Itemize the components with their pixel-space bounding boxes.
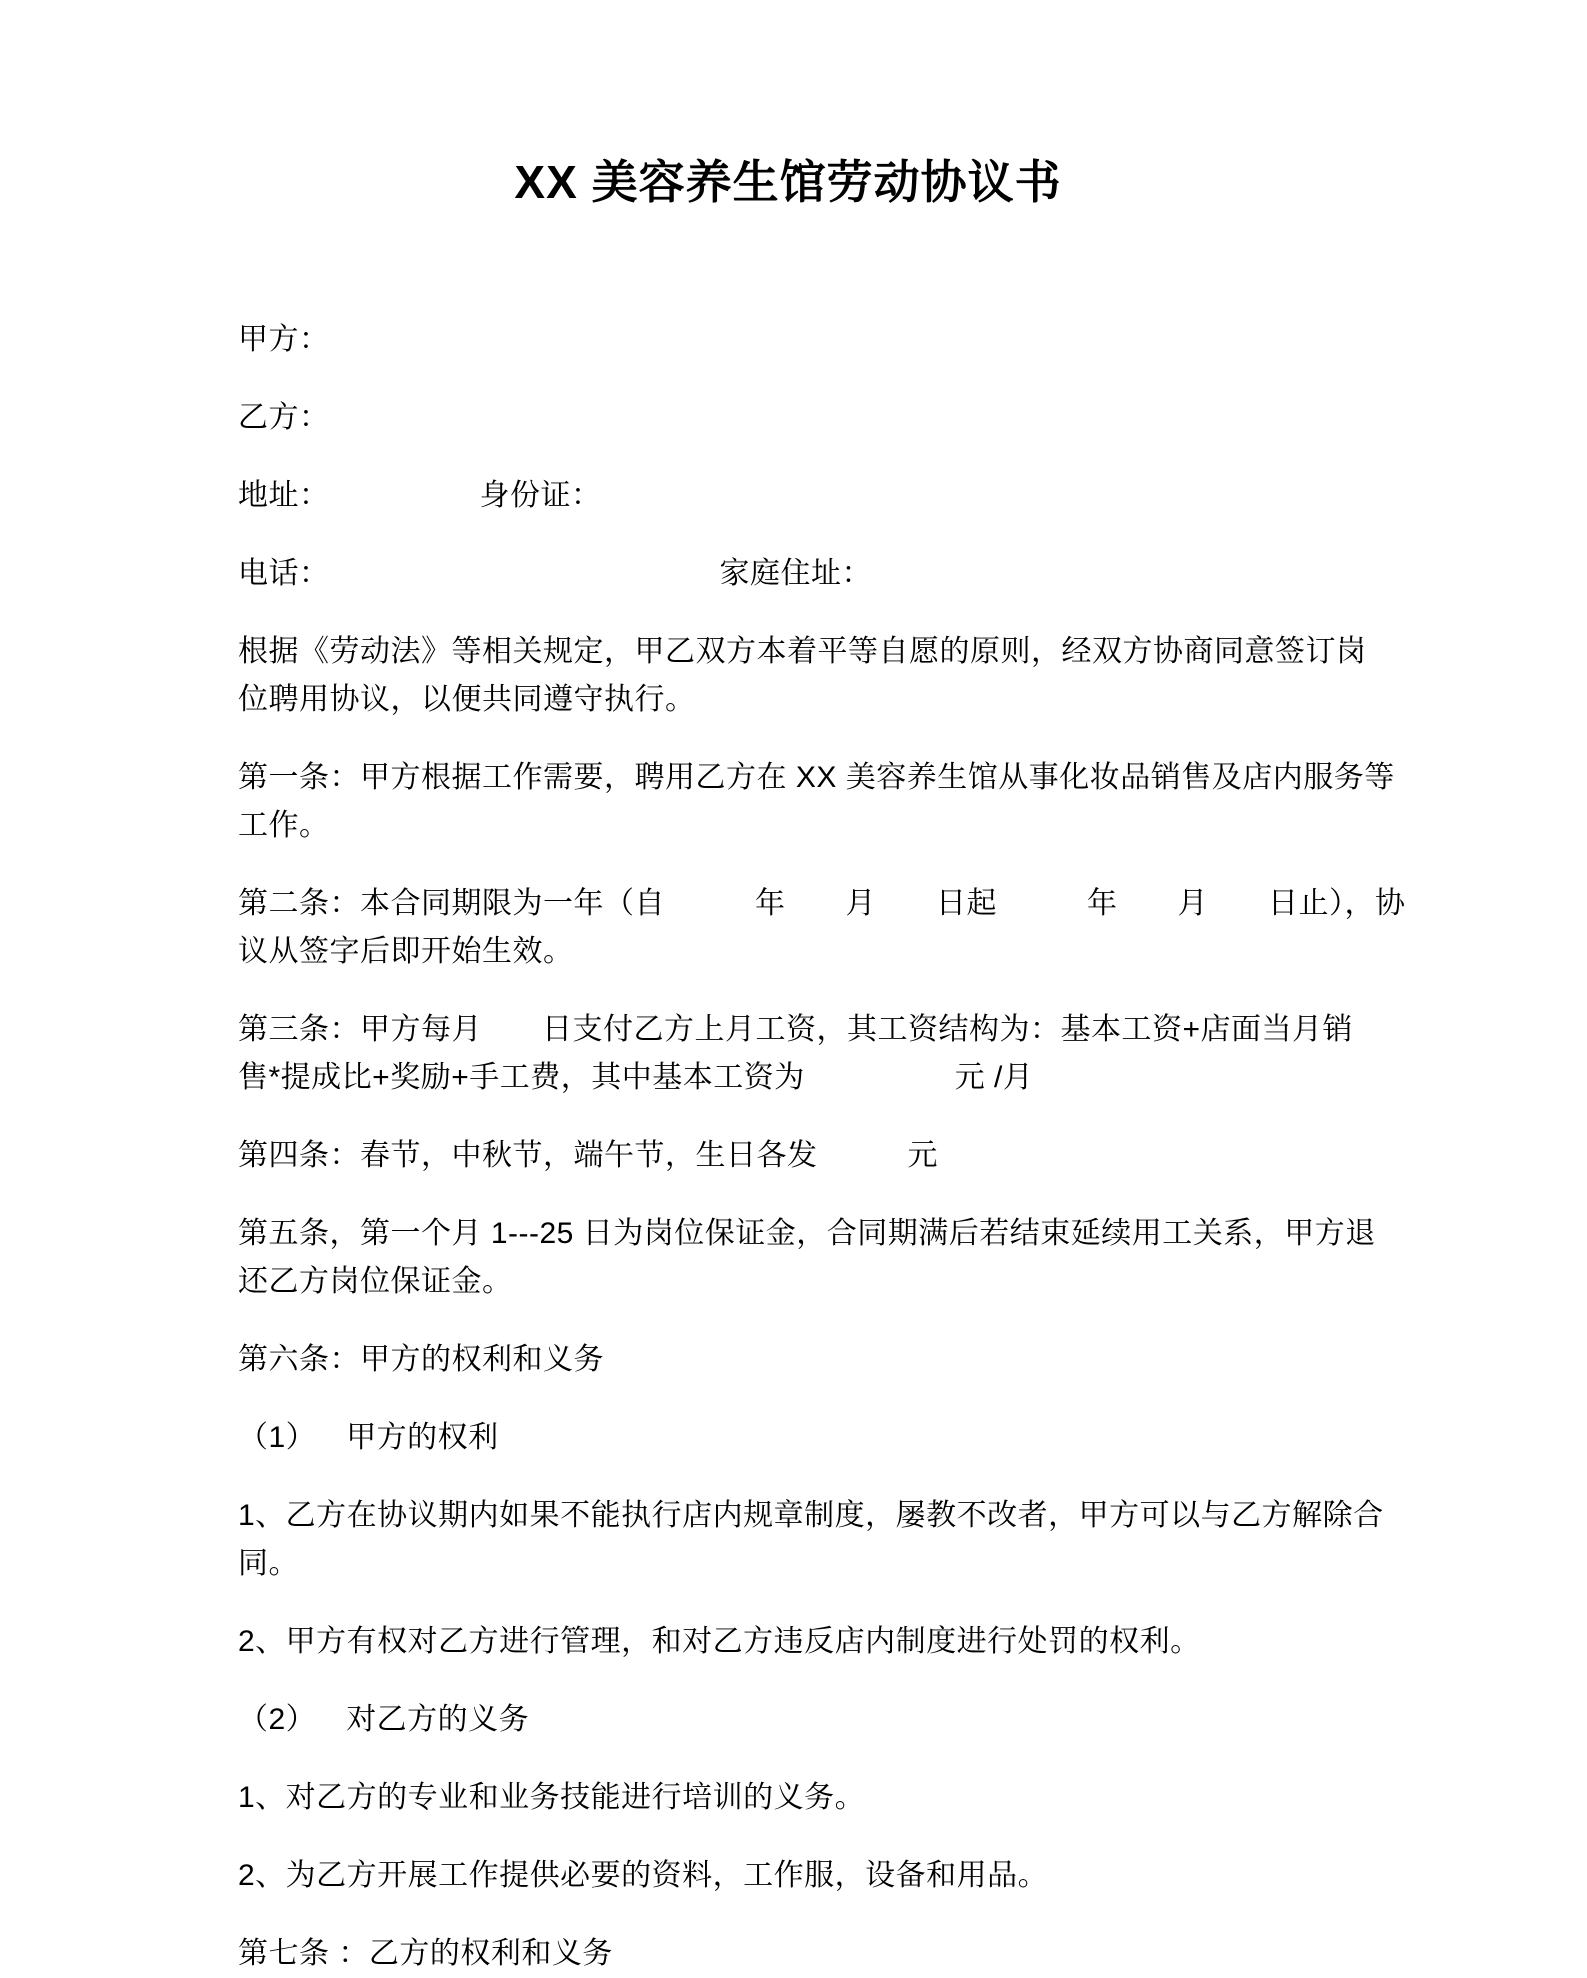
paragraph [238,1132,1518,1180]
blank-space [316,1728,346,1729]
paragraph [238,880,1518,976]
paragraph-line: 位聘用协议，以便共同遵守执行。 [238,683,696,716]
paragraph-line: 同。 [238,1547,299,1580]
paragraph-line: 工作。 [238,809,330,842]
document-title: XX 美容养生馆劳动协议书 [514,156,1062,208]
paragraph [238,550,1518,598]
blank-space [330,582,720,583]
paragraph [238,628,1518,724]
blank-space [876,912,936,913]
paragraph-line: 1、乙方在协议期内如果不能执行店内规章制度，屡教不改者，甲方可以与乙方解除合 [238,1499,1384,1532]
blank-space [1208,912,1268,913]
paragraph [238,1414,1518,1462]
paragraph-line: 议从签字后即开始生效。 [238,935,574,968]
paragraph [238,1006,1518,1102]
paragraph-line: 第四条：春节，中秋节，端午节，生日各发 元 [238,1139,938,1172]
blank-space [665,912,755,913]
paragraph-line: 1、对乙方的专业和业务技能进行培训的义务。 [238,1781,866,1814]
paragraph-line: 第七条 ：乙方的权利和义务 [238,1937,613,1970]
paragraph [238,1210,1518,1306]
blank-space [818,1164,908,1165]
paragraph-line: （2） 对乙方的义务 [238,1703,530,1736]
paragraph-line: 售*提成比+奖励+手工费，其中基本工资为 元 /月 [238,1061,1034,1094]
document-body [238,316,1518,1978]
paragraph [238,1852,1518,1900]
paragraph-line: 第五条，第一个月 1---25 日为岗位保证金，合同期满后若结束延续用工关系，甲方退 [238,1217,1376,1250]
paragraph-line: 第一条：甲方根据工作需要，聘用乙方在 XX 美容养生馆从事化妆品销售及店内服务等 [238,761,1395,794]
paragraph-line: 地址： 身份证： [238,479,602,512]
paragraph-line: 第六条：甲方的权利和义务 [238,1343,604,1376]
blank-space [997,912,1087,913]
paragraph-line: 第二条：本合同期限为一年（自 年 月 日起 年 月 日止），协 [238,887,1406,920]
paragraph-line: （1） 甲方的权利 [238,1421,499,1454]
paragraph [238,1618,1518,1666]
paragraph [238,394,1518,442]
blank-space [786,912,846,913]
blank-space [805,1086,955,1087]
paragraph-line: 甲方： [238,323,330,356]
paragraph-line: 第三条：甲方每月 日支付乙方上月工资，其工资结构为：基本工资+店面当月销 [238,1013,1354,1046]
paragraph [238,472,1518,520]
blank-space [316,1446,346,1447]
paragraph [238,316,1518,364]
paragraph-line: 电话： 家庭住址： [238,557,872,590]
paragraph [238,1774,1518,1822]
blank-space [330,504,480,505]
paragraph-line: 还乙方岗位保证金。 [238,1265,513,1298]
paragraph [238,1930,1518,1978]
paragraph-line: 乙方： [238,401,330,434]
blank-space [1118,912,1178,913]
blank-space [482,1038,542,1039]
paragraph-line: 根据《劳动法》等相关规定，甲乙双方本着平等自愿的原则，经双方协商同意签订岗 [238,635,1367,668]
paragraph [238,754,1518,850]
paragraph [238,1336,1518,1384]
paragraph [238,1696,1518,1744]
paragraph-line: 2、甲方有权对乙方进行管理，和对乙方违反店内制度进行处罚的权利。 [238,1625,1201,1658]
paragraph-line: 2、为乙方开展工作提供必要的资料，工作服，设备和用品。 [238,1859,1049,1892]
paragraph [238,1492,1518,1588]
